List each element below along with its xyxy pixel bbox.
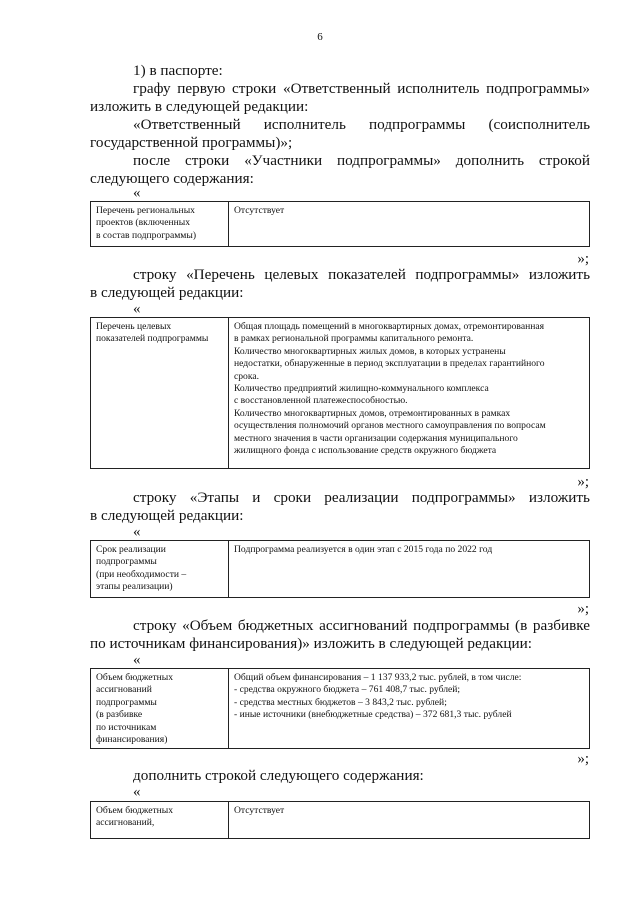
- cell-line: Количество многоквартирных жилых домов, в которых устранены: [234, 345, 506, 357]
- cell-line: (при необходимости –: [96, 568, 187, 580]
- table-stages: [90, 540, 590, 598]
- paragraph-responsible-line1: графу первую строки «Ответственный исполнитель подпрограммы»: [133, 80, 590, 97]
- paragraph-target-indicators-line1: строку «Перечень целевых показателей подпрограммы» изложить: [133, 266, 590, 283]
- cell-line: финансирования): [96, 734, 168, 746]
- close-quote: »;: [577, 601, 589, 617]
- cell-line: Общая площадь помещений в многоквартирных домах, отремонтированная: [234, 321, 545, 332]
- open-quote: «: [133, 185, 141, 201]
- table-target-indicators: [90, 317, 590, 469]
- paragraph-stages-line1: строку «Этапы и сроки реализации подпрограммы» изложить: [133, 489, 590, 506]
- cell-line: Перечень целевых: [96, 321, 172, 332]
- table-cell-value: [229, 318, 590, 469]
- paragraph-budget-line2: по источникам финансирования)» изложить в следующей редакции:: [90, 635, 532, 652]
- cell-line: жилищного фонда с использование средств окружного бюджета: [234, 445, 497, 457]
- cell-line: Объем бюджетных: [96, 805, 174, 816]
- cell-line: Общий объем финансирования – 1 137 933,2 тыс. рублей, в том числе:: [234, 672, 522, 683]
- paragraph-new-wording-line2: государственной программы)»;: [90, 134, 293, 151]
- cell-line: срока.: [234, 370, 260, 382]
- cell-line: местного значения в части организации содержания муниципального: [234, 432, 518, 444]
- cell-line: Отсутствует: [234, 805, 285, 816]
- paragraph-add-row: дополнить строкой следующего содержания:: [133, 767, 424, 784]
- cell-line: Подпрограмма реализуется в один этап с 2015 года по 2022 год: [234, 544, 493, 555]
- paragraph-passport: 1) в паспорте:: [133, 62, 223, 79]
- cell-line: - средства местных бюджетов – 3 843,2 тыс. рублей;: [234, 696, 447, 708]
- cell-line: с восстановленной платежеспособностью.: [234, 395, 408, 407]
- cell-line: ассигнований,: [96, 817, 155, 829]
- cell-line: - иные источники (внебюджетные средства) – 372 681,3 тыс. рублей: [234, 709, 512, 721]
- cell-line: подпрограммы: [96, 556, 157, 568]
- cell-line: Отсутствует: [234, 205, 285, 216]
- cell-line: Количество многоквартирных домов, отремонтированных в рамках: [234, 407, 511, 419]
- open-quote: «: [133, 301, 141, 317]
- paragraph-budget-line1: строку «Объем бюджетных ассигнований подпрограммы (в разбивке: [133, 617, 590, 634]
- cell-line: подпрограммы: [96, 696, 157, 708]
- paragraph-after-participants-line1: после строки «Участники подпрограммы» дополнить строкой: [133, 152, 590, 169]
- table-cell-value: [229, 202, 590, 247]
- cell-line: осуществления полномочий органов местного самоуправления по вопросам: [234, 420, 546, 432]
- close-quote: »;: [577, 251, 589, 267]
- cell-line: показателей подпрограммы: [96, 333, 209, 345]
- cell-line: в состав подпрограммы): [96, 229, 197, 241]
- cell-line: по источникам: [96, 721, 157, 733]
- table-budget-added: [90, 801, 590, 839]
- cell-line: (в разбивке: [96, 709, 143, 721]
- paragraph-target-indicators-line2: в следующей редакции:: [90, 284, 244, 301]
- table-budget: [90, 668, 590, 749]
- paragraph-responsible-line2: изложить в следующей редакции:: [90, 98, 309, 115]
- table-cell-value: [229, 802, 590, 839]
- close-quote: »;: [577, 474, 589, 490]
- cell-line: Перечень региональных: [96, 205, 195, 216]
- table-cell-label: [91, 541, 229, 598]
- table-cell-label: [91, 318, 229, 469]
- cell-line: проектов (включенных: [96, 217, 190, 229]
- table-regional-projects: [90, 201, 590, 247]
- open-quote: «: [133, 652, 141, 668]
- page-number: 6: [317, 31, 323, 43]
- table-cell-value: [229, 669, 590, 749]
- cell-line: Срок реализации: [96, 544, 166, 555]
- paragraph-new-wording-line1: «Ответственный исполнитель подпрограммы (соисполнитель: [133, 116, 590, 133]
- cell-line: в рамках региональной программы капитального ремонта.: [234, 333, 474, 345]
- open-quote: «: [133, 524, 141, 540]
- close-quote: »;: [577, 751, 589, 767]
- paragraph-after-participants-line2: следующего содержания:: [90, 170, 254, 187]
- cell-line: этапы реализации): [96, 581, 173, 593]
- open-quote: «: [133, 784, 141, 800]
- table-cell-value: [229, 541, 590, 598]
- table-cell-label: [91, 202, 229, 247]
- cell-line: Объем бюджетных: [96, 672, 174, 683]
- cell-line: - средства окружного бюджета – 761 408,7 тыс. рублей;: [234, 684, 461, 696]
- table-cell-label: [91, 802, 229, 839]
- paragraph-stages-line2: в следующей редакции:: [90, 507, 244, 524]
- cell-line: ассигнований: [96, 684, 152, 696]
- cell-line: недостатки, обнаруженные в период эксплуатации в пределах гарантийного: [234, 358, 545, 370]
- cell-line: Количество предприятий жилищно-коммунального комплекса: [234, 383, 489, 395]
- table-cell-label: [91, 669, 229, 749]
